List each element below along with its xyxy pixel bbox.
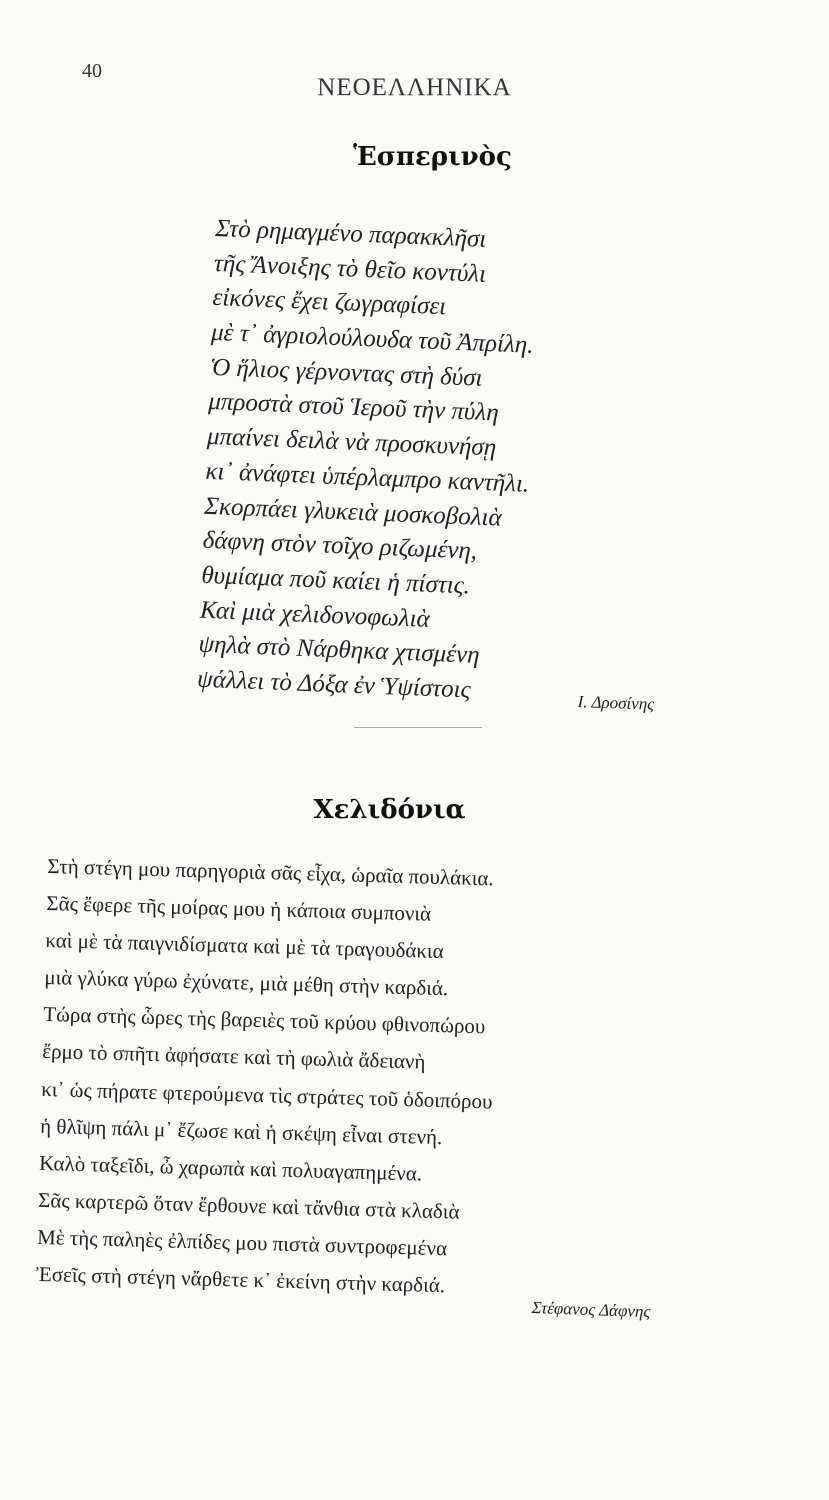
poem-line: δάφνη στὸν τοῖχο ριζωμένη, [202,526,478,565]
poem-line: μὲ τ᾿ ἀγριολούλουδα τοῦ Ἀπρίλη. [210,318,535,359]
poem-line: κι᾿ ἀνάφτει ὑπέρλαμπρο καντῆλι. [205,457,530,498]
poem-line: τῆς Ἄνοιξης τὸ θεῖο κοντύλι [213,249,487,288]
poem-author: Ι. Δροσίνης [577,692,655,714]
poem-line: Στὴ στέγη μου παρηγοριὰ σᾶς εἶχα, ὡραῖα πουλάκια. [47,853,495,891]
poem-line: Σᾶς καρτερῶ ὅταν ἔρθουνε καὶ τἄνθια στὰ κλαδιὰ [37,1187,460,1224]
poem-line: Καὶ μιὰ χελιδονοφωλιὰ [199,596,431,633]
poem-line: Μὲ τὴς παληὲς ἐλπίδες μου πιστὰ συντροφεμένα [36,1224,448,1261]
poem-line: ἔρμο τὸ σπῆτι ἀφήσατε καὶ τὴ φωλιὰ ἄδειανὴ [41,1039,426,1075]
poem-body [36,848,728,1312]
poem-line: Ἐσεῖς στὴ στέγη νἄρθετε κ᾿ ἐκείνη στὴν καρδιά. [35,1261,446,1298]
poem-line: Τώρα στὴς ὧρες τὴς βαρειὲς τοῦ κρύου φθινοπώρου [43,1002,486,1039]
poem-line: μιὰ γλύκα γύρω ἐχύνατε, μιὰ μέθη στὴν καρδιά. [44,965,449,1001]
poem-author: Στέφανος Δάφνης [531,1298,651,1322]
poem-title: Χελιδόνια [313,795,466,825]
section-divider [354,727,482,728]
poem-line: μπροστὰ στοῦ Ἱεροῦ τὴν πύλη [207,388,500,427]
poem-line: Ὁ ἥλιος γέρνοντας στὴ δύσι [209,353,484,392]
poem-line: ἡ θλῖψη πάλι μ᾿ ἔζωσε καὶ ἡ σκέψη εἶναι στενή. [39,1113,443,1149]
poem-line: Σᾶς ἔφερε τῆς μοίρας μου ἡ κάποια συμπονιὰ [46,891,432,926]
running-title: ΝΕΟΕΛΛΗΝΙΚΑ [317,74,512,101]
poem-line: μπαίνει δειλὰ νὰ προσκυνήσῃ [206,422,497,462]
poem-line: ψάλλει τὸ Δόξα ἐν Ὑψίστοις [196,665,472,704]
poem-title: Ἑσπερινὸς [353,142,512,172]
poem-line: θυμίαμα ποῦ καίει ἡ πίστις. [200,561,471,600]
page-number: 40 [82,60,102,82]
poem-body [197,212,756,719]
poem-line: Στὸ ρημαγμένο παρακκλῆσι [214,214,487,253]
poem-line: καὶ μὲ τὰ παιγνιδίσματα καὶ μὲ τὰ τραγουδάκια [45,928,444,964]
poem-line: Σκορπάει γλυκειὰ μοσκοβολιὰ [203,492,503,532]
poem-line: ψηλὰ στὸ Νάρθηκα χτισμένη [198,630,481,670]
poem-line: κι᾿ ὡς πήρατε φτερούμενα τὶς στράτες τοῦ ὁδοιπόρου [40,1076,493,1114]
poem-line: εἰκόνες ἔχει ζωγραφίσει [212,284,447,321]
poem-line: Καλὸ ταξεῖδι, ὦ χαρωπὰ καὶ πολυαγαπημένα. [38,1150,423,1186]
